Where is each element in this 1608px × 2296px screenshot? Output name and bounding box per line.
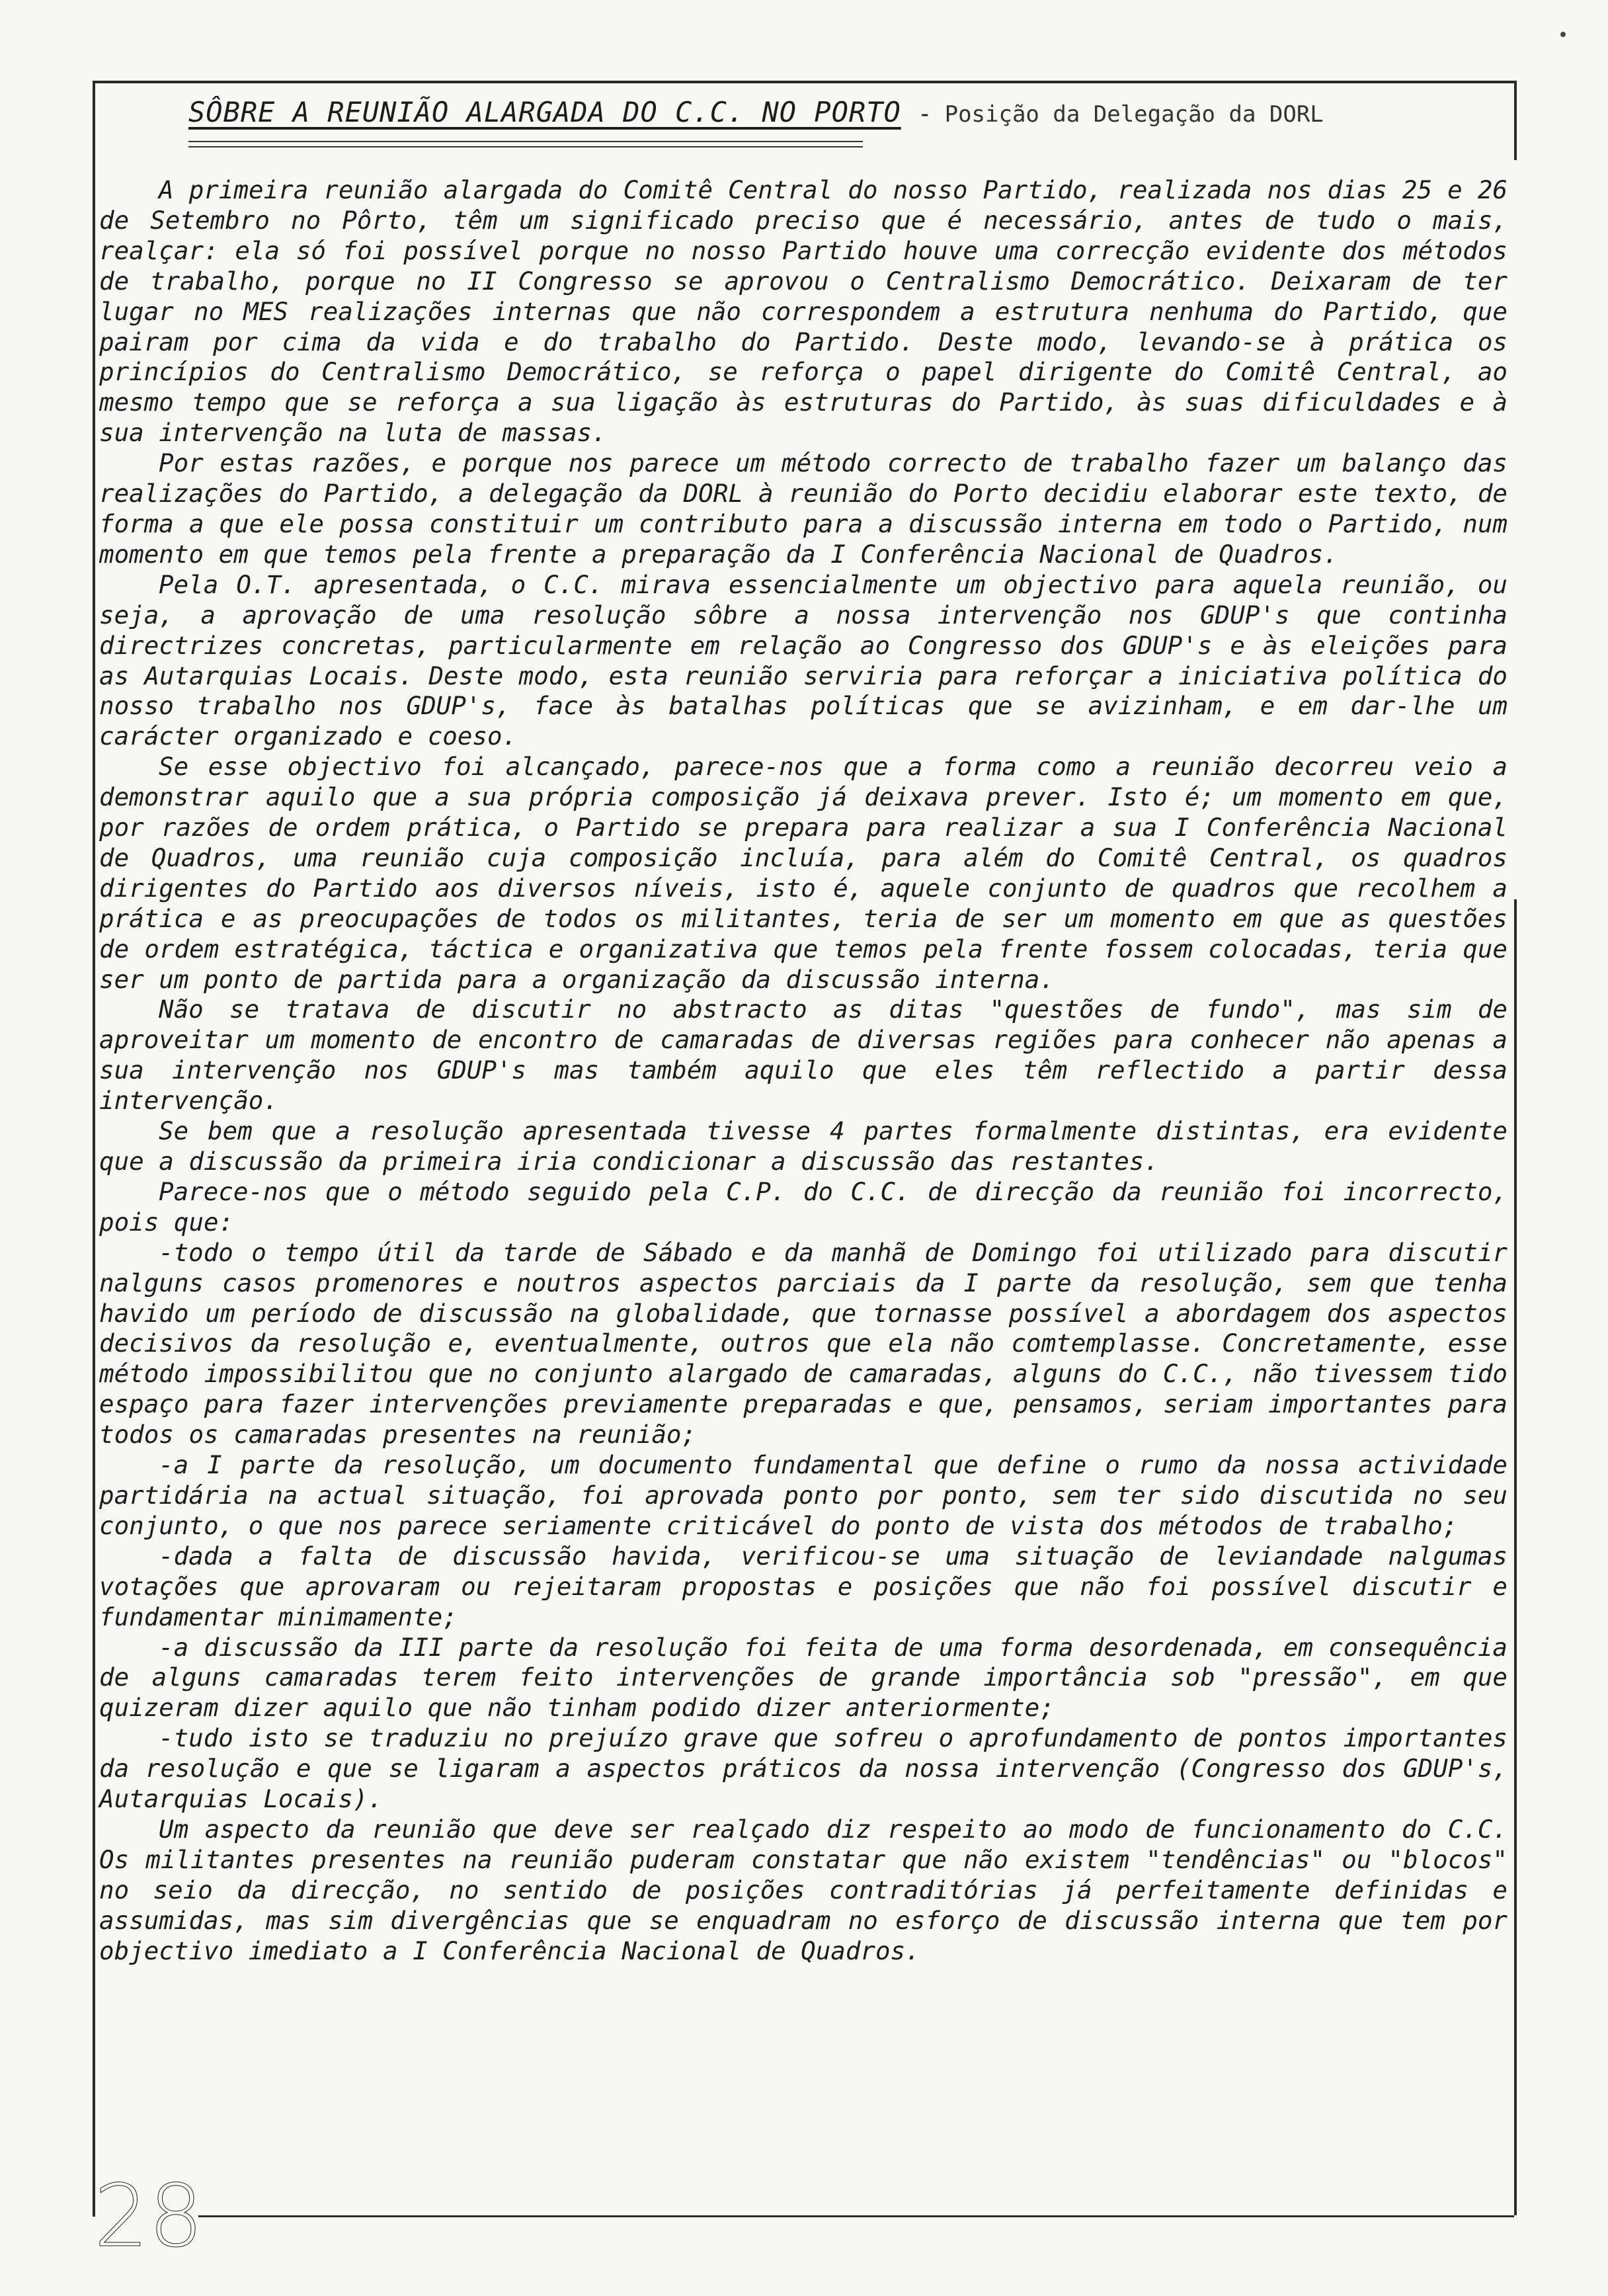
list-item: -todo o tempo útil da tarde de Sábado e da manhã de Domingo foi utilizado para discutir nalguns casos promenores e noutros aspectos parciais da I parte da resolução, sem que tenha havido um período de discussão na globalidade, que tornasse possível a abordagem dos aspectos decisivos da resolução e, eventualmente, outros que ela não comtemplasse. Concretamente, esse método impossibilitou que no conjunto alargado de camaradas, alguns do C.C., não tivessem tido espaço para fazer intervenções previamente preparadas e que, pensamos, seriam importantes para todos os camaradas presentes na reunião; (99, 1237, 1508, 1450)
list-item: -dada a falta de discussão havida, verificou-se uma situação de leviandade nalgumas votações que aprovaram ou rejeitaram propostas e posições que não foi possível discutir e fundamentar minimamente; (99, 1541, 1508, 1631)
body-paragraph: Um aspecto da reunião que deve ser realçado diz respeito ao modo de funcionamento do C.C. Os militantes presentes na reunião puderam constatar que não existem "tendências" ou "blocos" no seio da direcção, no sentido de posições contraditórias já perfeitamente definidas e assumidas, mas sim divergências que se enquadram no esforço de discussão interna que tem por objectivo imediato a I Conferência Nacional de Quadros. (99, 1814, 1508, 1965)
page-frame-right-upper (1514, 81, 1517, 160)
title-underline-rule-double (188, 146, 863, 147)
title-underline-rule (188, 141, 863, 142)
page-frame-top (93, 81, 1514, 83)
body-paragraph: A primeira reunião alargada do Comitê Central do nosso Partido, realizada nos dias 25 e 26 de Setembro no Pôrto, têm um significado preciso que é necessário, antes de tudo o mais, realçar: ela só foi possível porque no nosso Partido houve uma correcção evidente dos métodos de trabalho, porque no II Congresso se aprovou o Centralismo Democrático. Deixaram de ter lugar no MES realizações internas que não correspondem a estrutura nenhuma do Partido, que pairam por cima da vida e do trabalho do Partido. Deste modo, levando-se à prática os princípios do Centralismo Democrático, se reforça o papel dirigente do Comitê Central, ao mesmo tempo que se reforça a sua ligação às estruturas do Partido, às suas dificuldades e à sua intervenção na luta de massas. (99, 175, 1508, 448)
body-paragraph: Pela O.T. apresentada, o C.C. mirava essencialmente um objectivo para aquela reunião, ou seja, a aprovação de uma resolução sôbre a nossa intervenção nos GDUP's que continha directrizes concretas, particularmente em relação ao Congresso dos GDUP's e às eleições para as Autarquias Locais. Deste modo, esta reunião serviria para reforçar a iniciativa política do nosso trabalho nos GDUP's, face às batalhas políticas que se avizinham, e em dar-lhe um carácter organizado e coeso. (99, 569, 1508, 751)
document-header (188, 96, 1324, 128)
document-subtitle: Posição da Delegação da DORL (944, 101, 1324, 128)
body-paragraph: Se bem que a resolução apresentada tivesse 4 partes formalmente distintas, era evidente que a discussão da primeira iria condicionar a discussão das restantes. (99, 1116, 1508, 1176)
body-paragraph: Parece-nos que o método seguido pela C.P. do C.C. de direcção da reunião foi incorrecto, pois que: (99, 1176, 1508, 1237)
body-paragraph: Não se tratava de discutir no abstracto as ditas "questões de fundo", mas sim de aproveitar um momento de encontro de camaradas de diversas regiões para conhecer não apenas a sua intervenção nos GDUP's mas também aquilo que eles têm reflectido a partir dessa intervenção. (99, 995, 1508, 1116)
body-paragraph: Por estas razões, e porque nos parece um método correcto de trabalho fazer um balanço das realizações do Partido, a delegação da DORL à reunião do Porto decidiu elaborar este texto, de forma a que ele possa constituir um contributo para a discussão interna em todo o Partido, num momento em que temos pela frente a preparação da I Conferência Nacional de Quadros. (99, 448, 1508, 569)
page-frame-bottom (198, 2215, 1514, 2217)
page-frame-right-lower (1514, 899, 1517, 2215)
list-item: -a discussão da III parte da resolução foi feita de uma forma desordenada, em consequência de alguns camaradas terem feito intervenções de grande importância sob "pressão", em que quizeram dizer aquilo que não tinham podido dizer anteriormente; (99, 1632, 1508, 1723)
page-number: 28 (94, 2166, 204, 2266)
title-separator: - (917, 101, 932, 128)
document-title: SÔBRE A REUNIÃO ALARGADA DO C.C. NO PORTO (188, 96, 901, 128)
document-body (99, 175, 1508, 1966)
list-item: -a I parte da resolução, um documento fundamental que define o rumo da nossa actividade partidária na actual situação, foi aprovada ponto por ponto, sem ter sido discutida no seu conjunto, o que nos parece seriamente criticável do ponto de vista dos métodos de trabalho; (99, 1450, 1508, 1540)
body-paragraph: Se esse objectivo foi alcançado, parece-nos que a forma como a reunião decorreu veio a demonstrar aquilo que a sua própria composição já deixava prever. Isto é; um momento em que, por razões de ordem prática, o Partido se prepara para realizar a sua I Conferência Nacional de Quadros, uma reunião cuja composição incluía, para além do Comitê Central, os quadros dirigentes do Partido aos diversos níveis, isto é, aquele conjunto de quadros que recolhem a prática e as preocupações de todos os militantes, teria de ser um momento em que as questões de ordem estratégica, táctica e organizativa que temos pela frente fossem colocadas, teria que ser um ponto de partida para a organização da discussão interna. (99, 752, 1508, 994)
list-item: -tudo isto se traduziu no prejuízo grave que sofreu o aprofundamento de pontos importantes da resolução e que se ligaram a aspectos práticos da nossa intervenção (Congresso dos GDUP's, Autarquias Locais). (99, 1723, 1508, 1814)
stray-ink-mark (1560, 32, 1566, 37)
page-frame-left (93, 81, 95, 2217)
